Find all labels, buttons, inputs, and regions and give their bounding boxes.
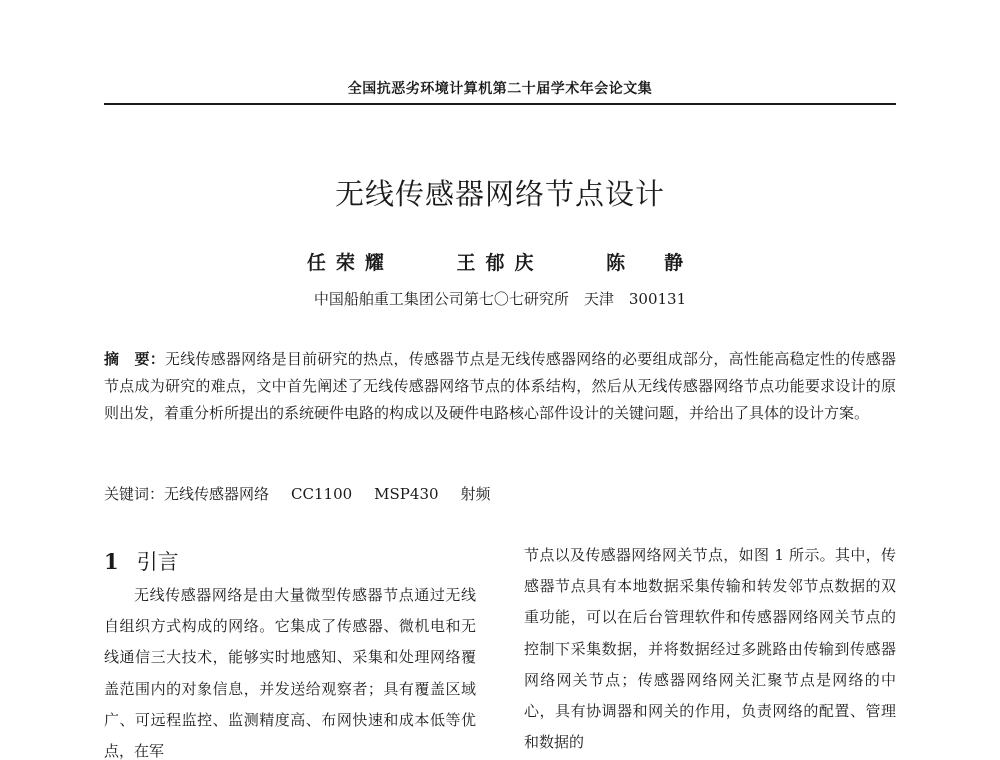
body-paragraph: 节点以及传感器网络网关节点，如图 1 所示。其中，传感器节点具有本地数据采集传输和转发邻节点数据的双重功能，可以在后台管理软件和传感器网络网关节点的控制下采集数据，并将数据经过多跳路由传输到传感器网络网关节点；传感器网络网关汇聚节点是网络的中心，具有协调器和网关的作用，负责网络的配置、管理和数据的: [524, 546, 896, 752]
section-heading: [104, 546, 179, 576]
keywords-label: 关键词：: [104, 485, 165, 503]
keyword: MSP430: [374, 485, 439, 503]
right-column: [524, 540, 896, 758]
body-paragraph: 无线传感器网络是由大量微型传感器节点通过无线自组织方式构成的网络。它集成了传感器、微机电和无线通信三大技术，能够实时地感知、采集和处理网络覆盖范围内的对象信息，并发送给观察者；具有覆盖区域广、可远程监控、监测精度高、布网快速和成本低等优点，在军: [104, 586, 476, 760]
author-list: [104, 248, 896, 275]
keyword: 无线传感器网络: [164, 485, 270, 503]
left-column: [104, 580, 476, 760]
abstract-label: 摘 要：: [104, 350, 165, 368]
header-rule: [104, 103, 896, 105]
section-title: 引言: [136, 550, 179, 574]
paper-title: 无线传感器网络节点设计: [334, 177, 665, 211]
author-name: 陈 静: [606, 252, 694, 274]
section-number: 1: [104, 549, 119, 574]
keyword: 射频: [460, 485, 491, 503]
affiliation: 中国船舶重工集团公司第七〇七研究所 天津 300131: [313, 290, 687, 308]
keyword: CC1100: [291, 485, 353, 503]
running-header: 全国抗恶劣环境计算机第二十届学术年会论文集: [347, 81, 653, 97]
author-name: 任荣耀: [306, 252, 394, 274]
abstract: [104, 346, 896, 427]
keywords: [104, 482, 896, 506]
abstract-text: 无线传感器网络是目前研究的热点，传感器节点是无线传感器网络的必要组成部分，高性能高稳定性的传感器节点成为研究的难点，文中首先阐述了无线传感器网络节点的体系结构，然后从无线传感器网络节点功能要求设计的原则出发，着重分析所提出的系统硬件电路的构成以及硬件电路核心部件设计的关键问题，并给出了具体的设计方案。: [104, 350, 896, 422]
author-name: 王郁庆: [456, 252, 544, 274]
